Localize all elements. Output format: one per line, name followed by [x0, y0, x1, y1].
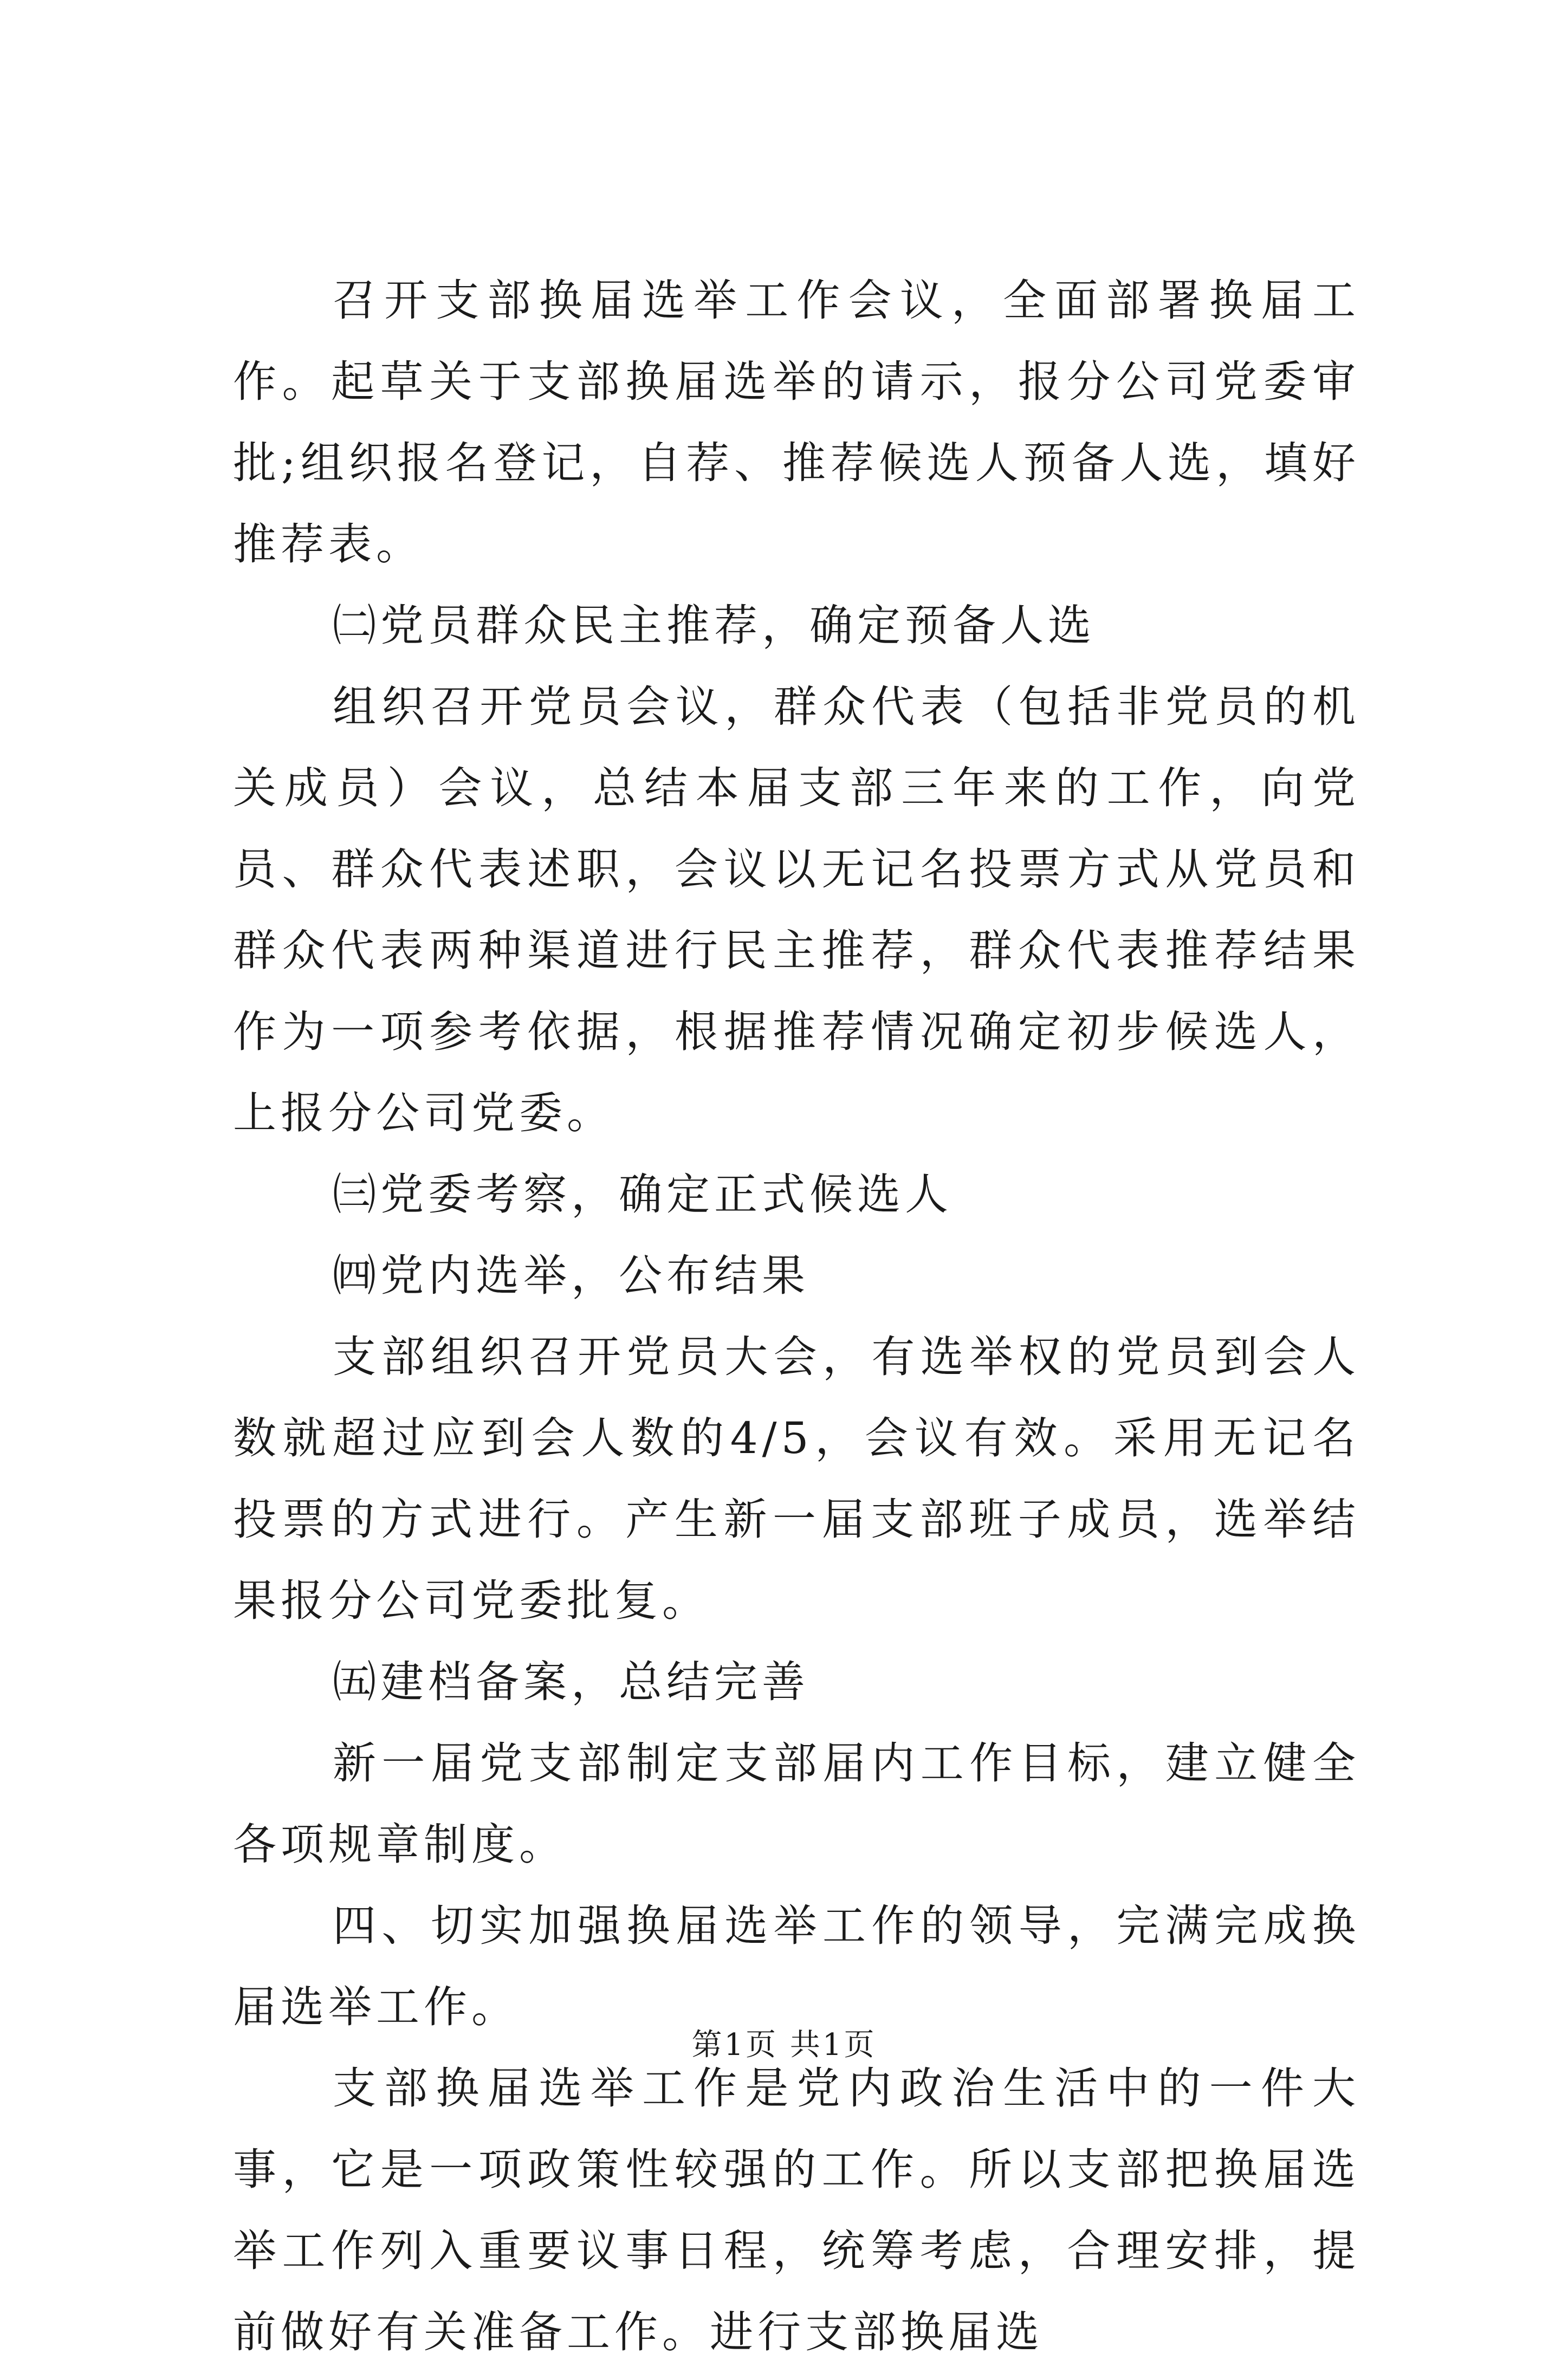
page-footer: 第1页 共1页 — [691, 2027, 877, 2063]
heading-internal-election: ㈣党内选举，公布结果 — [333, 1250, 809, 1301]
heading-archive-filing: ㈤建档备案，总结完善 — [333, 1657, 809, 1707]
section-heading-leadership: 四、切实加强换届选举工作的领导，完满完成换届选举工作。 — [233, 1901, 1360, 2032]
paragraph-member-meeting: 组织召开党员会议，群众代表（包括非党员的机关成员）会议，总结本届支部三年来的工作，向党员、群众代表述职，会议以无记名投票方式从党员和群众代表两种渠道进行民主推荐，群众代表推荐结果作为一项参考依据，根据推荐情况确定初步候选人，上报分公司党委。 — [233, 682, 1360, 1138]
paragraph-general-assembly: 支部组织召开党员大会，有选举权的党员到会人数就超过应到会人数的4/5，会议有效。采用无记名投票的方式进行。产生新一届支部班子成员，选举结果报分公司党委批复。 — [233, 1332, 1360, 1626]
heading-party-committee-review: ㈢党委考察，确定正式候选人 — [333, 1169, 953, 1220]
paragraph-work-meeting: 召开支部换届选举工作会议，全面部署换届工作。起草关于支部换届选举的请示，报分公司党委审批;组织报名登记，自荐、推荐候选人预备人选，填好推荐表。 — [233, 275, 1360, 569]
paragraph-new-branch-goals: 新一届党支部制定支部届内工作目标，建立健全各项规章制度。 — [233, 1738, 1360, 1870]
heading-democratic-recommendation: ㈡党员群众民主推荐，确定预备人选 — [333, 600, 1096, 651]
paragraph-election-importance: 支部换届选举工作是党内政治生活中的一件大事，它是一项政策性较强的工作。所以支部把换届选举工作列入重要议事日程，统筹考虑，合理安排，提前做好有关准备工作。进行支部换届选 — [233, 2063, 1360, 2357]
